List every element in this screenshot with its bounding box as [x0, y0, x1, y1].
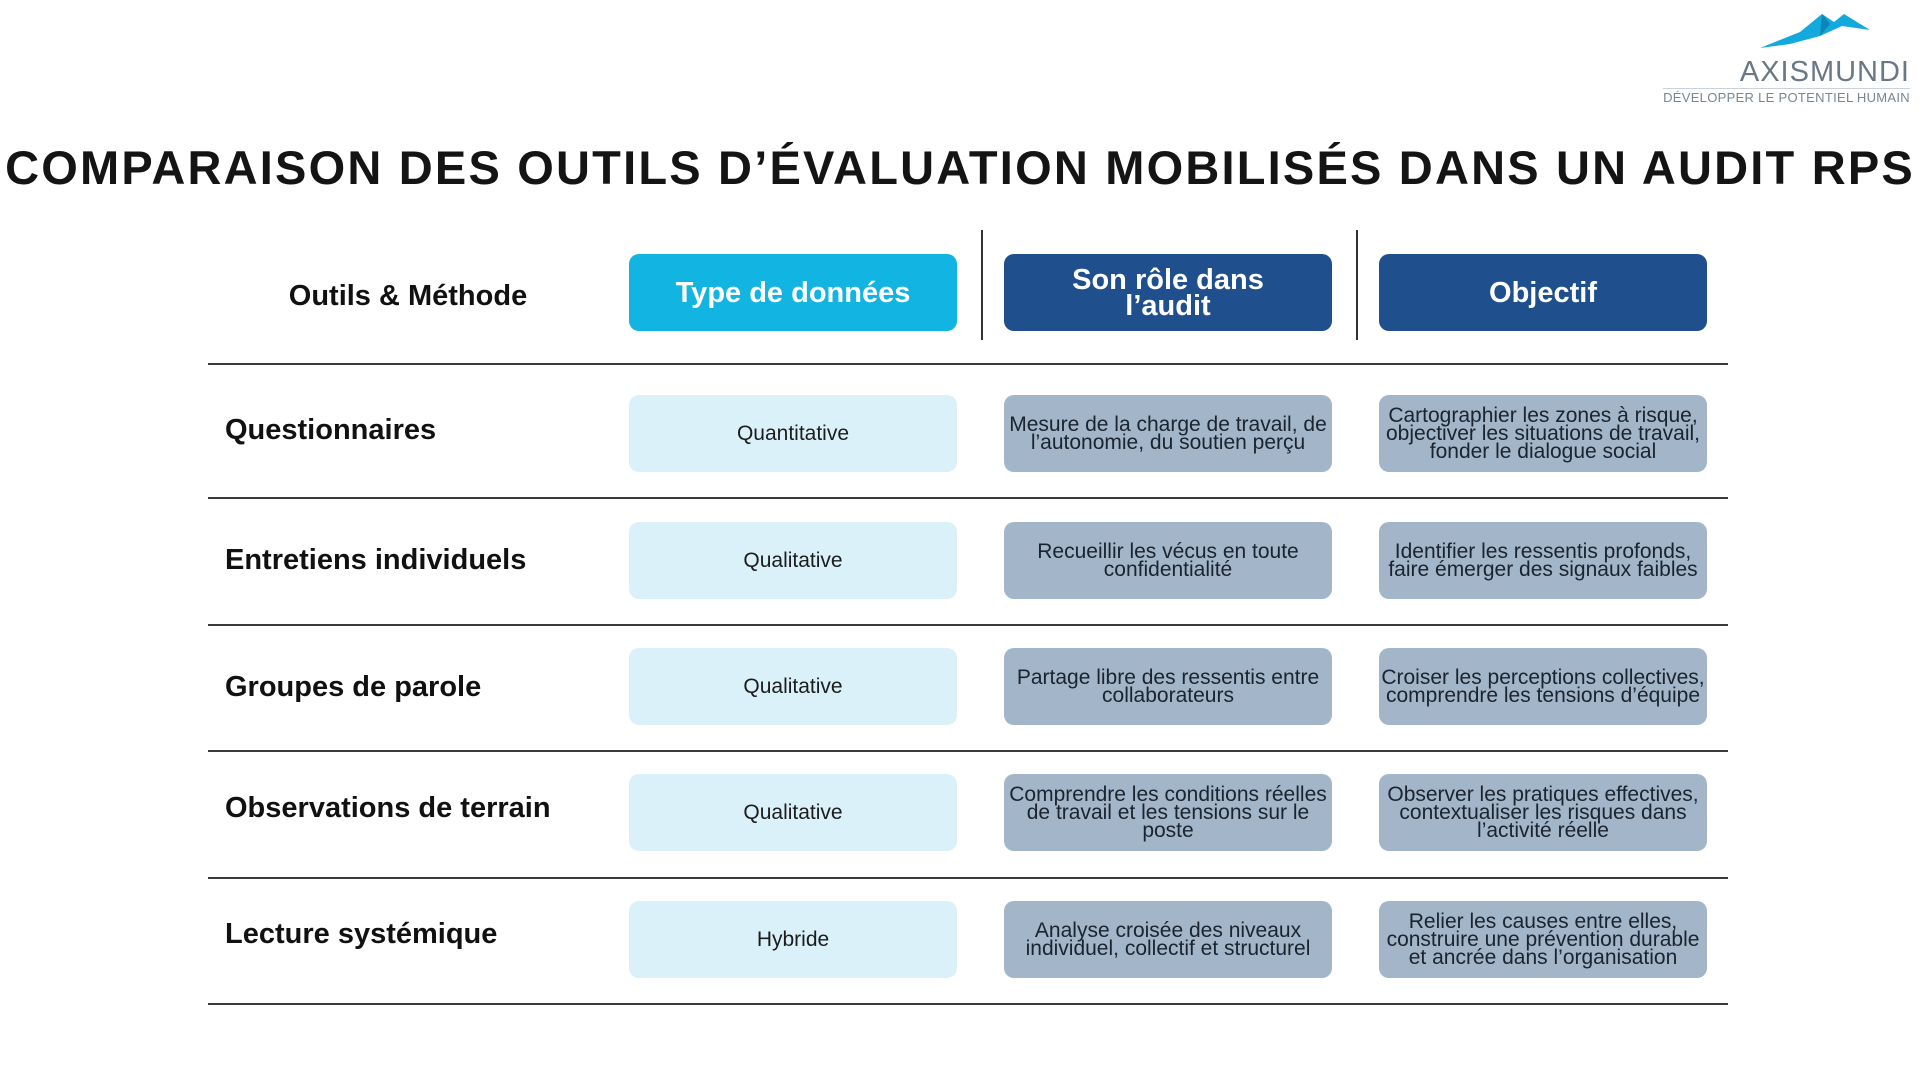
cell-role-observations: Comprendre les conditions réelles de travail et les tensions sur le poste: [1004, 774, 1332, 851]
cell-type-observations: Qualitative: [629, 774, 957, 851]
cell-role-lecture: Analyse croisée des niveaux individuel, collectif et structurel: [1004, 901, 1332, 978]
row-divider: [208, 497, 1728, 499]
header-role-label: Son rôle dans l’audit: [1072, 263, 1264, 322]
header-data-type-label: Type de données: [675, 276, 911, 309]
cell-objective-observations: Observer les pratiques effectives, contextualiser les risques dans l’activité réelle: [1379, 774, 1707, 851]
cell-objective-questionnaires: Cartographier les zones à risque, objectiver les situations de travail, fonder le dialogue social: [1379, 395, 1707, 472]
cell-type-groupes: Qualitative: [629, 648, 957, 725]
cell-type-lecture: Hybride: [629, 901, 957, 978]
row-divider: [208, 1003, 1728, 1005]
column-divider: [1356, 230, 1358, 340]
row-divider: [208, 877, 1728, 879]
row-label-entretiens: Entretiens individuels: [225, 543, 527, 576]
header-objective-label: Objectif: [1489, 276, 1597, 309]
row-divider: [208, 750, 1728, 752]
cell-type-entretiens: Qualitative: [629, 522, 957, 599]
row-divider: [208, 624, 1728, 626]
cell-objective-lecture: Relier les causes entre elles, construire une prévention durable et ancrée dans l’organisation: [1379, 901, 1707, 978]
column-divider: [981, 230, 983, 340]
logo-tagline: DÉVELOPPER LE POTENTIEL HUMAIN: [1663, 90, 1910, 105]
cell-role-groupes: Partage libre des ressentis entre collaborateurs: [1004, 648, 1332, 725]
header-tools-method: Outils & Méthode: [288, 279, 528, 312]
logo-brand: AXISMUNDI: [1739, 56, 1910, 88]
row-label-groupes: Groupes de parole: [225, 670, 482, 703]
header-objective: [1379, 254, 1707, 331]
page-title: COMPARAISON DES OUTILS D’ÉVALUATION MOBILISÉS DANS UN AUDIT RPS: [5, 141, 1915, 194]
row-label-observations: Observations de terrain: [225, 791, 551, 824]
cell-role-questionnaires: Mesure de la charge de travail, de l’autonomie, du soutien perçu: [1004, 395, 1332, 472]
cell-objective-entretiens: Identifier les ressentis profonds, faire émerger des signaux faibles: [1379, 522, 1707, 599]
cell-type-questionnaires: Quantitative: [629, 395, 957, 472]
header-data-type: [629, 254, 957, 331]
cell-role-entretiens: Recueillir les vécus en toute confidentialité: [1004, 522, 1332, 599]
row-divider: [208, 363, 1728, 365]
header-role: [1004, 254, 1332, 331]
cell-objective-groupes: Croiser les perceptions collectives, comprendre les tensions d’équipe: [1379, 648, 1707, 725]
mountain-logo-icon: [1760, 10, 1870, 50]
row-label-lecture: Lecture systémique: [225, 917, 498, 950]
company-logo: [1540, 10, 1920, 105]
row-label-questionnaires: Questionnaires: [225, 413, 437, 446]
